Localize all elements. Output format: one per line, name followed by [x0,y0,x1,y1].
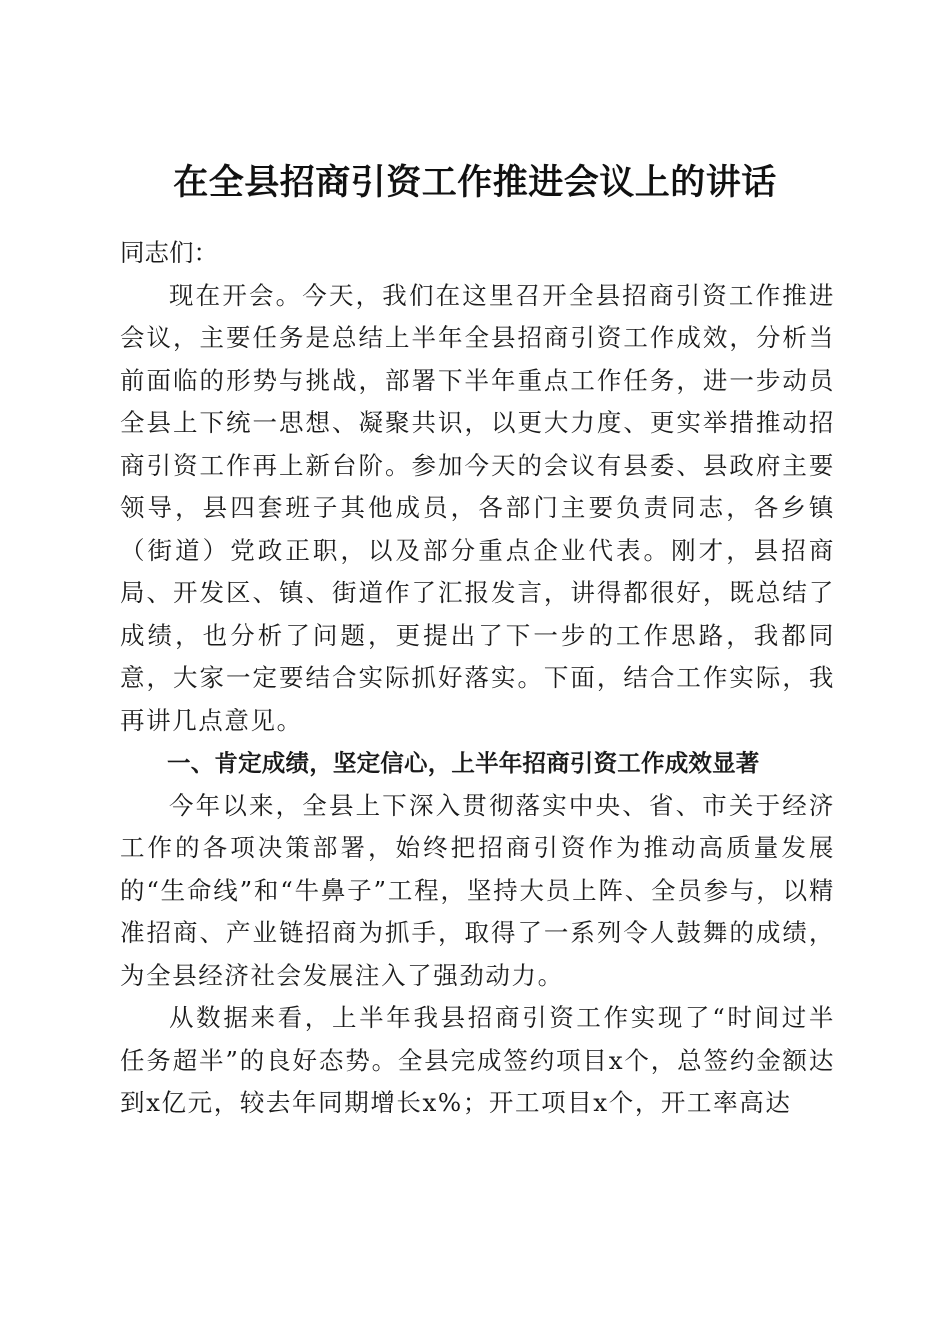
salutation: 同志们： [120,238,218,267]
document-body [120,232,835,1125]
paragraph-data: 从数据来看，上半年我县招商引资工作实现了“时间过半任务超半”的良好态势。全县完成签约项目x个，总签约金额达到x亿元，较去年同期增长x%；开工项目x个，开工率高达 [120,1003,835,1117]
paragraph-achievements: 今年以来，全县上下深入贯彻落实中央、省、市关于经济工作的各项决策部署，始终把招商引资作为推动高质量发展的“生命线”和“牛鼻子”工程，坚持大员上阵、全员参与，以精准招商、产业链招商为抓手，取得了一系列令人鼓舞的成绩，为全县经济社会发展注入了强劲动力。 [120,790,835,990]
document-title: 在全县招商引资工作推进会议上的讲话 [173,162,777,204]
section-heading-1: 一、肯定成绩，坚定信心，上半年招商引资工作成效显著 [167,749,760,777]
paragraph-opening: 现在开会。今天，我们在这里召开全县招商引资工作推进会议，主要任务是总结上半年全县招商引资工作成效，分析当前面临的形势与挑战，部署下半年重点工作任务，进一步动员全县上下统一思想、凝聚共识，以更大力度、更实举措推动招商引资工作再上新台阶。参加今天的会议有县委、县政府主要领导，县四套班子其他成员，各部门主要负责同志，各乡镇（街道）党政正职，以及部分重点企业代表。刚才，县招商局、开发区、镇、街道作了汇报发言，讲得都很好，既总结了成绩，也分析了问题，更提出了下一步的工作思路，我都同意，大家一定要结合实际抓好落实。下面，结合工作实际，我再讲几点意见。 [120,280,835,735]
